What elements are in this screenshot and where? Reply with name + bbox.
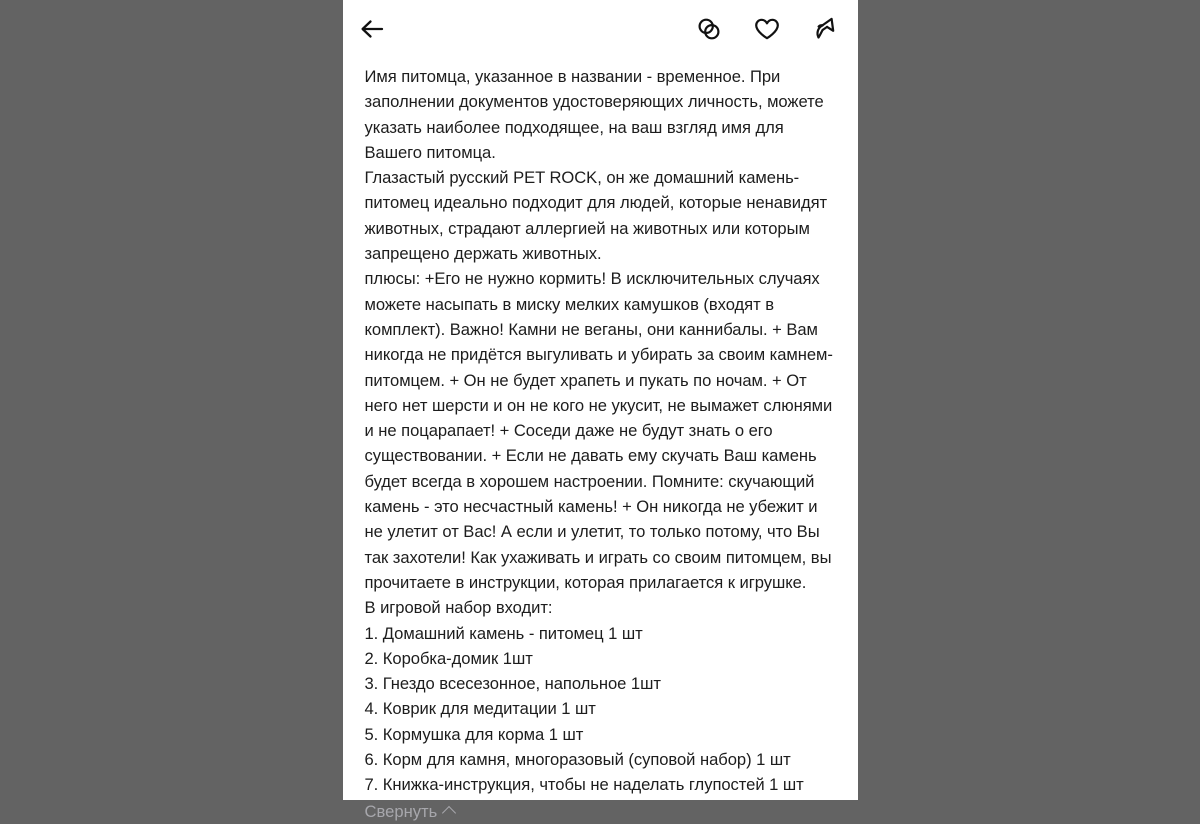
collapse-label: Свернуть	[364, 801, 438, 821]
kit-item: 2. Коробка-домик 1шт	[364, 648, 533, 668]
kit-heading: В игровой набор входит:	[364, 598, 553, 618]
kit-item: 5. Кормушка для корма 1 шт	[364, 724, 584, 744]
description-body	[343, 58, 858, 798]
top-action-bar	[343, 0, 858, 58]
kit-item: 6. Корм для камня, многоразовый (суповой набор) 1 шт	[364, 750, 791, 770]
favorite-button[interactable]	[752, 14, 782, 44]
kit-item: 3. Гнездо всесезонное, напольное 1шт	[364, 674, 661, 694]
compare-circles-icon	[694, 14, 724, 44]
description-paragraph: Глазастый русский PET ROCK, он же домашний камень-питомец идеально подходит для людей, которые ненавидят животных, страдают аллергией на животных или которым запрещено держать животных.	[364, 168, 828, 264]
share-button[interactable]	[810, 14, 840, 44]
description-paragraph: плюсы: +Его не нужно кормить! В исключительных случаях можете насыпать в миску мелких камушков (входят в комплект). Важно! Камни не веганы, они каннибалы. + Вам никогда не придётся выгуливать и убирать за своим камнем-питомцем. + Он не будет храпеть и пукать по ночам. + От него нет шерсти и он не кого не укусит, не вымажет слюнями и не поцарапает! + Соседи даже не будут знать о его существовании. + Если не давать ему скучать Ваш камень будет всегда в хорошем настроении. Помните: скучающий камень - это несчастный камень! + Он никогда не убежит и не улетит от Вас! А если и улетит, то только потому, что Вы так захотели! Как ухаживать и играть со своим питомцем, вы прочитаете в инструкции, которая прилагается к игрушке.	[364, 269, 833, 592]
kit-item: 1. Домашний камень - питомец 1 шт	[364, 623, 643, 643]
kit-item: 7. Книжка-инструкция, чтобы не наделать глупостей 1 шт	[364, 775, 804, 795]
compare-button[interactable]	[694, 14, 724, 44]
kit-item: 4. Коврик для медитации 1 шт	[364, 699, 596, 719]
back-button[interactable]	[357, 14, 387, 44]
chevron-up-icon	[442, 806, 456, 820]
topbar-action-group	[694, 14, 840, 44]
heart-icon	[752, 14, 782, 44]
collapse-row	[343, 798, 858, 824]
description-paragraph: Имя питомца, указанное в названии - временное. При заполнении документов удостоверяющих личность, можете указать наиболее подходящее, на ваш взгляд имя для Вашего питомца.	[364, 67, 824, 162]
product-description-panel	[343, 0, 858, 821]
arrow-left-icon	[357, 14, 387, 44]
collapse-button[interactable]	[365, 799, 455, 824]
topbar-left-group	[357, 14, 387, 44]
share-arrow-icon	[810, 14, 840, 44]
